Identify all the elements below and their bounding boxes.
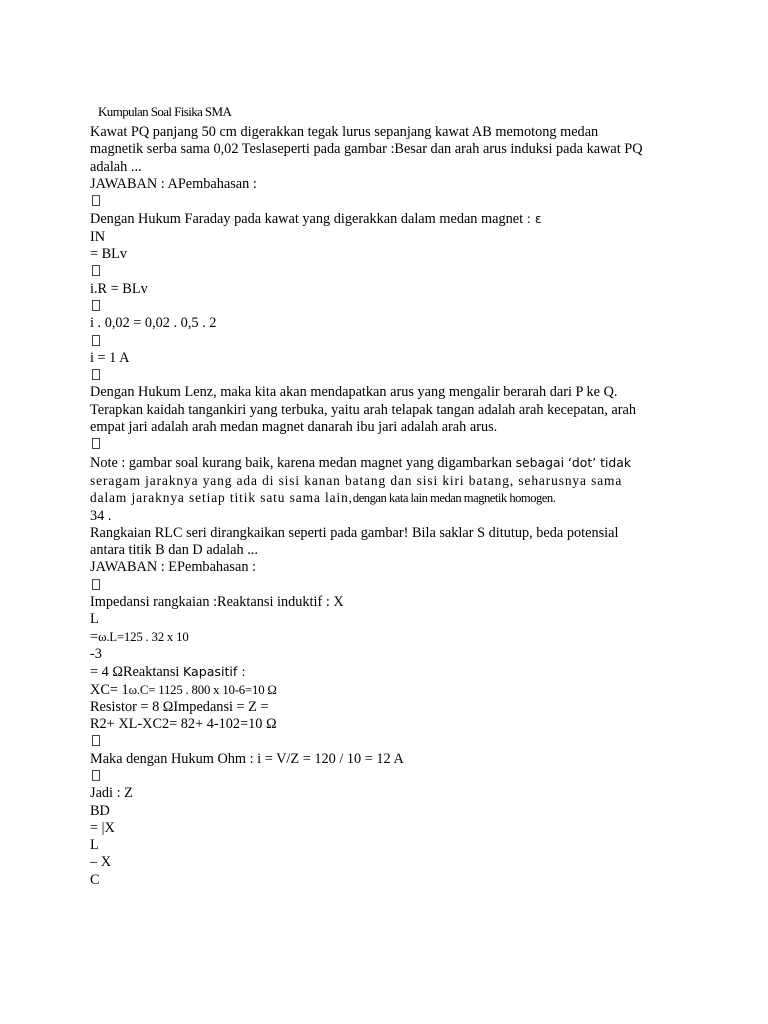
placeholder-glyph-row xyxy=(90,298,730,315)
text-segment: Kapasitif : xyxy=(182,664,246,680)
missing-glyph-icon xyxy=(92,265,100,276)
text-line: Resistor = 8 ΩImpedansi = Z = xyxy=(90,698,269,715)
text-segment: ω.L=125 . 32 x 10 xyxy=(98,629,189,644)
text-line xyxy=(90,489,730,507)
text-line: i = 1 A xyxy=(90,349,130,366)
text-line: L xyxy=(90,837,99,854)
text-line xyxy=(90,210,730,228)
placeholder-glyph-row xyxy=(90,333,730,350)
text-line: – X xyxy=(90,854,112,871)
text-segment: sebagai ‘dot’ tidak xyxy=(515,454,632,470)
placeholder-glyph-row xyxy=(90,367,730,384)
text-line: = BLv xyxy=(90,246,128,263)
text-line: Dengan Hukum Lenz, maka kita akan mendapatkan arus yang mengalir berarah dari P ke Q. xyxy=(90,384,618,401)
text-line: magnetik serba sama 0,02 Teslaseperti pada gambar :Besar dan arah arus induksi pada kawat PQ xyxy=(90,141,643,158)
text-line xyxy=(90,682,730,699)
text-segment: dengan kata lain medan magnetik homogen. xyxy=(352,491,556,506)
missing-glyph-icon xyxy=(92,195,100,206)
text-line xyxy=(90,629,730,646)
missing-glyph-icon xyxy=(92,438,100,449)
placeholder-glyph-row xyxy=(90,733,730,750)
text-line: JAWABAN : APembahasan : xyxy=(90,175,257,192)
text-line: adalah ... xyxy=(90,158,142,175)
text-line: C xyxy=(90,871,100,888)
text-line: i.R = BLv xyxy=(90,280,148,297)
text-line: Terapkan kaidah tangankiri yang terbuka, yaitu arah telapak tangan adalah arah kecepatan, arah xyxy=(90,401,636,418)
text-segment: dalam jaraknya setiap titik satu sama lain, xyxy=(90,490,353,506)
missing-glyph-icon xyxy=(92,579,100,590)
text-line: -3 xyxy=(90,645,102,662)
missing-glyph-icon xyxy=(92,369,100,380)
text-line: L xyxy=(90,611,99,628)
missing-glyph-icon xyxy=(92,335,100,346)
placeholder-glyph-row xyxy=(90,768,730,785)
missing-glyph-icon xyxy=(92,770,100,781)
text-line: Maka dengan Hukum Ohm : i = V/Z = 120 / 10 = 12 A xyxy=(90,750,404,767)
text-line: JAWABAN : EPembahasan : xyxy=(90,559,257,576)
text-line: R2+ XL-XC2= 82+ 4-102=10 Ω xyxy=(90,716,277,733)
text-line: = |X xyxy=(90,819,115,836)
missing-glyph-icon xyxy=(92,300,100,311)
placeholder-glyph-row xyxy=(90,436,730,453)
text-segment: = 4 ΩReaktansi xyxy=(90,664,180,681)
text-line xyxy=(90,454,730,472)
text-line: seragam jaraknya yang ada di sisi kanan batang dan sisi kiri batang, seharusnya sama xyxy=(90,472,623,488)
page-header: Kumpulan Soal Fisika SMA xyxy=(98,104,232,119)
text-line xyxy=(90,663,730,681)
placeholder-glyph-row xyxy=(90,263,730,280)
text-line: i . 0,02 = 0,02 . 0,5 . 2 xyxy=(90,315,217,332)
document-body xyxy=(90,124,730,889)
text-segment: ω.C= 1125 . 800 x 10-6=10 Ω xyxy=(128,682,277,697)
text-segment: : ε xyxy=(526,211,542,227)
text-segment: Dengan Hukum Faraday pada kawat yang digerakkan dalam medan magnet xyxy=(90,211,524,228)
text-line: BD xyxy=(90,802,110,819)
text-line: Impedansi rangkaian :Reaktansi induktif : X xyxy=(90,594,344,611)
placeholder-glyph-row xyxy=(90,193,730,210)
missing-glyph-icon xyxy=(92,735,100,746)
placeholder-glyph-row xyxy=(90,577,730,594)
text-line: Jadi : Z xyxy=(90,785,133,802)
question-number: 34 . xyxy=(90,507,112,524)
text-line: empat jari adalah arah medan magnet danarah ibu jari adalah arah arus. xyxy=(90,419,498,436)
text-segment: = xyxy=(90,628,99,645)
text-line: IN xyxy=(90,228,106,245)
text-segment: Note : gambar soal kurang baik, karena medan magnet yang digambarkan xyxy=(90,454,513,471)
text-line: Kawat PQ panjang 50 cm digerakkan tegak lurus sepanjang kawat AB memotong medan xyxy=(90,124,599,140)
text-segment: XC= 1 xyxy=(90,681,129,698)
text-line: antara titik B dan D adalah ... xyxy=(90,542,258,559)
text-line: Rangkaian RLC seri dirangkaikan seperti pada gambar! Bila saklar S ditutup, beda potensial xyxy=(90,524,619,541)
